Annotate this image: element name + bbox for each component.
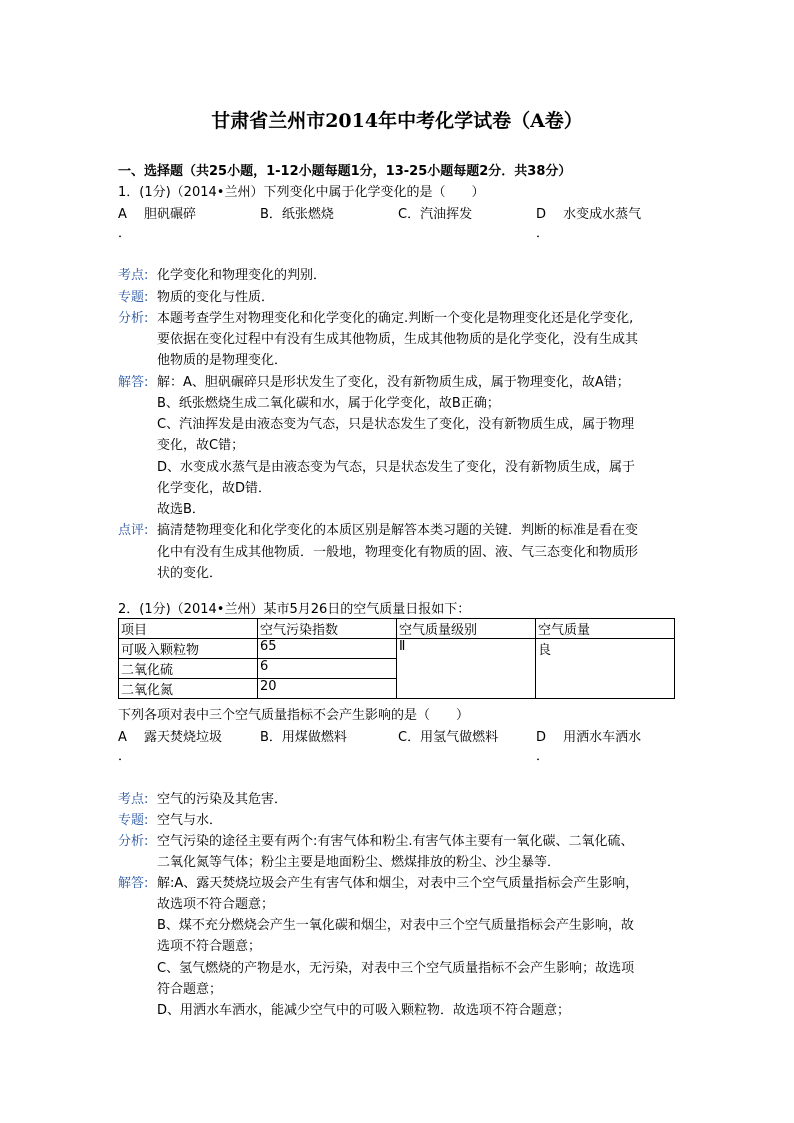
- q2-jieda-line-5: C、氢气燃烧的产物是水，无污染，对表中三个空气质量指标不会产生影响；故选项: [157, 961, 635, 976]
- q1-jieda-line-2: B、纸张燃烧生成二氧化碳和水，属于化学变化，故B正确；: [157, 396, 500, 411]
- q1-jieda-label: 解答:: [118, 375, 149, 390]
- q2-jieda-line-1: 解:A、露天焚烧垃圾会产生有害气体和烟尘，对表中三个空气质量指标会产生影响，: [157, 876, 639, 891]
- q2-fenxi-line-1: 空气污染的途径主要有两个:有害气体和粉尘.有害气体主要有一氧化碳、二氧化硫、: [157, 834, 634, 849]
- q1-jieda-line-4: 变化，故C错；: [157, 438, 245, 453]
- q2-option-a-dot: ．: [118, 749, 132, 764]
- q2-jieda-line-2: 故选项不符合题意；: [157, 897, 275, 912]
- table-row: [119, 639, 675, 659]
- question-2-prompt: 下列各项对表中三个空气质量指标不会产生影响的是（ ）: [118, 708, 470, 723]
- q2-jieda-line-7: D、用洒水车洒水，能减少空气中的可吸入颗粒物．故选项不符合题意；: [157, 1003, 571, 1018]
- q1-option-b: B．纸张燃烧: [260, 207, 334, 222]
- q1-zhuanti-label: 专题:: [118, 290, 149, 305]
- table-cell-item: 二氧化氮: [119, 679, 258, 699]
- q1-fenxi-line-3: 他物质的是物理变化．: [157, 353, 288, 368]
- q1-option-c: C．汽油挥发: [398, 207, 473, 222]
- table-cell-index: 65: [258, 639, 397, 659]
- question-1-stem: 1．(1分)（2014•兰州）下列变化中属于化学变化的是（ ）: [118, 185, 485, 200]
- q2-option-b: B．用煤做燃料: [260, 730, 347, 745]
- q1-option-d-dot: ．: [536, 226, 550, 241]
- q2-option-a: A 露天焚烧垃圾: [118, 730, 223, 745]
- q1-dianping-line-3: 状的变化．: [157, 566, 223, 581]
- q2-zhuanti-label: 专题:: [118, 813, 149, 828]
- q2-fenxi-line-2: 二氧化氮等气体；粉尘主要是地面粉尘、燃煤排放的粉尘、沙尘暴等．: [157, 855, 561, 870]
- q1-jieda-line-7: 故选B．: [157, 502, 205, 517]
- table-header-row: [119, 619, 675, 639]
- q1-jieda-line-6: 化学变化，故D错．: [157, 481, 272, 496]
- q2-option-d-dot: ．: [536, 749, 550, 764]
- q1-fenxi-label: 分析:: [118, 311, 149, 326]
- q2-jieda-line-3: B、煤不充分燃烧会产生一氧化碳和烟尘，对表中三个空气质量指标会产生影响，故: [157, 918, 634, 933]
- table-header-cell: 空气质量: [536, 619, 675, 639]
- q1-fenxi-line-2: 要依据在变化过程中有没有生成其他物质，生成其他物质的是化学变化，没有生成其: [157, 332, 639, 347]
- q2-jieda-label: 解答:: [118, 876, 149, 891]
- q1-dianping-line-1: 搞清楚物理变化和化学变化的本质区别是解答本类习题的关键．判断的标准是看在变: [157, 523, 639, 538]
- q2-jieda-line-4: 选项不符合题意；: [157, 939, 262, 954]
- q1-jieda-line-1: 解：A、胆矾碾碎只是形状发生了变化，没有新物质生成，属于物理变化，故A错；: [157, 375, 630, 390]
- q2-option-d: D 用洒水车洒水: [536, 730, 642, 745]
- table-cell-level: Ⅱ: [397, 639, 536, 699]
- table-cell-item: 二氧化硫: [119, 659, 258, 679]
- q1-dianping-line-2: 化中有没有生成其他物质．一般地，物理变化有物质的固、液、气三态变化和物质形: [157, 545, 639, 560]
- q1-option-d: D 水变成水蒸气: [536, 207, 642, 222]
- table-cell-index: 20: [258, 679, 397, 699]
- q2-jieda-line-6: 符合题意；: [157, 982, 223, 997]
- q1-fenxi-line-1: 本题考查学生对物理变化和化学变化的确定.判断一个变化是物理变化还是化学变化,: [157, 311, 634, 326]
- q2-fenxi-label: 分析:: [118, 834, 149, 849]
- table-header-cell: 空气污染指数: [258, 619, 397, 639]
- q1-zhuanti: 物质的变化与性质．: [157, 290, 275, 305]
- question-2-stem: 2．(1分)（2014•兰州）某市5月26日的空气质量日报如下：: [118, 602, 471, 617]
- q1-jieda-line-3: C、汽油挥发是由液态变为气态，只是状态发生了变化，没有新物质生成，属于物理: [157, 417, 635, 432]
- table-cell-item: 可吸入颗粒物: [119, 639, 258, 659]
- q1-kaodian-label: 考点:: [118, 268, 149, 283]
- q1-dianping-label: 点评:: [118, 523, 149, 538]
- q2-kaodian-label: 考点:: [118, 792, 149, 807]
- table-header-cell: 空气质量级别: [397, 619, 536, 639]
- table-cell-quality: 良: [536, 639, 675, 699]
- section-heading: 一、选择题（共25小题，1-12小题每题1分，13-25小题每题2分．共38分）: [118, 164, 572, 179]
- q1-jieda-line-5: D、水变成水蒸气是由液态变为气态，只是状态发生了变化，没有新物质生成，属于: [157, 460, 636, 475]
- table-cell-index: 6: [258, 659, 397, 679]
- page-title: 甘肃省兰州市2014年中考化学试卷（A卷）: [211, 110, 583, 132]
- q2-kaodian: 空气的污染及其危害．: [157, 792, 288, 807]
- q1-option-a-dot: ．: [118, 226, 132, 241]
- air-quality-table: [118, 618, 675, 699]
- q1-option-a: A 胆矾碾碎: [118, 207, 197, 222]
- q2-zhuanti: 空气与水．: [157, 813, 223, 828]
- table-header-cell: 项目: [119, 619, 258, 639]
- q1-kaodian: 化学变化和物理变化的判别．: [157, 268, 327, 283]
- q2-option-c: C．用氢气做燃料: [398, 730, 499, 745]
